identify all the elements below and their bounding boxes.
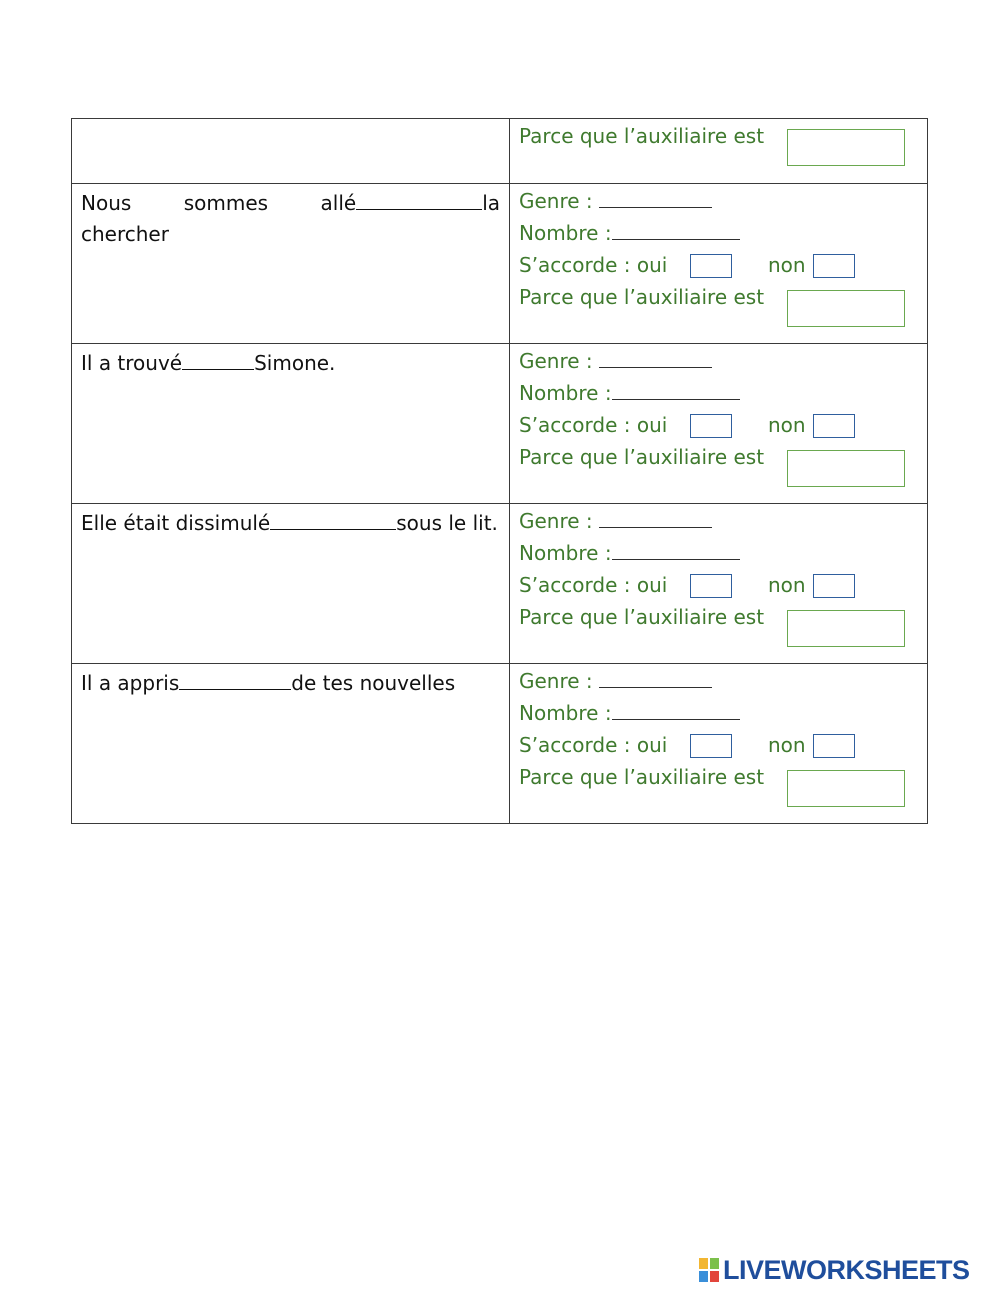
genre-blank-input[interactable]: [599, 509, 712, 528]
sentence-cell: [72, 184, 510, 344]
genre-label: Genre :: [519, 669, 593, 693]
table-row: [72, 664, 928, 824]
nombre-label: Nombre :: [519, 381, 612, 405]
analysis-cell: [510, 184, 928, 344]
non-checkbox[interactable]: [813, 254, 855, 278]
oui-checkbox[interactable]: [690, 574, 732, 598]
nombre-label: Nombre :: [519, 701, 612, 725]
genre-blank-input[interactable]: [599, 669, 712, 688]
sentence-part: Elle était dissimulé: [81, 511, 271, 535]
sentence-part: Simone.: [254, 351, 336, 375]
oui-checkbox[interactable]: [690, 414, 732, 438]
non-label: non: [768, 253, 806, 277]
accord-label: S’accorde : oui: [519, 573, 668, 597]
accord-label: S’accorde : oui: [519, 253, 668, 277]
analysis-cell: [510, 119, 928, 184]
nombre-blank-input[interactable]: [612, 381, 740, 400]
accord-label: S’accorde : oui: [519, 413, 668, 437]
non-label: non: [768, 573, 806, 597]
sentence-cell: [72, 119, 510, 184]
table-row: [72, 504, 928, 664]
sentence-blank-input[interactable]: [182, 351, 254, 370]
sentence-text: [72, 184, 509, 250]
non-checkbox[interactable]: [813, 414, 855, 438]
table-row: [72, 119, 928, 184]
auxiliary-answer-box[interactable]: [787, 770, 905, 807]
sentence-part: sous le lit.: [396, 511, 498, 535]
non-checkbox[interactable]: [813, 574, 855, 598]
genre-label: Genre :: [519, 189, 593, 213]
table-row: [72, 344, 928, 504]
auxiliary-answer-box[interactable]: [787, 610, 905, 647]
liveworksheets-logo-icon: [698, 1257, 720, 1283]
analysis-cell: [510, 344, 928, 504]
genre-blank-input[interactable]: [599, 189, 712, 208]
sentence-blank-input[interactable]: [270, 511, 396, 530]
logo-text: LIVEWORKSHEETS: [723, 1254, 970, 1285]
reason-label: Parce que l’auxiliaire est: [519, 765, 765, 789]
reason-label: Parce que l’auxiliaire est: [519, 124, 765, 148]
sentence-text: [72, 504, 509, 539]
nombre-label: Nombre :: [519, 541, 612, 565]
analysis-cell: [510, 664, 928, 824]
sentence-blank-input[interactable]: [356, 191, 482, 210]
auxiliary-answer-box[interactable]: [787, 450, 905, 487]
sentence-part: de tes nouvelles: [291, 671, 456, 695]
sentence-part: Nous sommes allé: [81, 191, 357, 215]
sentence-blank-input[interactable]: [179, 671, 291, 690]
reason-label: Parce que l’auxiliaire est: [519, 445, 765, 469]
liveworksheets-logo: [698, 1256, 970, 1284]
sentence-part: Il a trouvé: [81, 351, 183, 375]
accord-label: S’accorde : oui: [519, 733, 668, 757]
reason-label: Parce que l’auxiliaire est: [519, 605, 765, 629]
genre-label: Genre :: [519, 349, 593, 373]
nombre-label: Nombre :: [519, 221, 612, 245]
nombre-blank-input[interactable]: [612, 701, 740, 720]
genre-blank-input[interactable]: [599, 349, 712, 368]
worksheet-table: [71, 118, 928, 824]
sentence-text: [72, 344, 509, 379]
sentence-cell: [72, 664, 510, 824]
table-row: [72, 184, 928, 344]
auxiliary-answer-box[interactable]: [787, 129, 905, 166]
oui-checkbox[interactable]: [690, 254, 732, 278]
sentence-part: Il a appris: [81, 671, 180, 695]
non-label: non: [768, 733, 806, 757]
sentence-part: la chercher: [81, 191, 500, 246]
reason-label: Parce que l’auxiliaire est: [519, 285, 765, 309]
oui-checkbox[interactable]: [690, 734, 732, 758]
auxiliary-answer-box[interactable]: [787, 290, 905, 327]
sentence-text: [72, 119, 509, 123]
nombre-blank-input[interactable]: [612, 221, 740, 240]
non-label: non: [768, 413, 806, 437]
sentence-cell: [72, 504, 510, 664]
sentence-text: [72, 664, 509, 699]
genre-label: Genre :: [519, 509, 593, 533]
nombre-blank-input[interactable]: [612, 541, 740, 560]
sentence-cell: [72, 344, 510, 504]
non-checkbox[interactable]: [813, 734, 855, 758]
analysis-cell: [510, 504, 928, 664]
